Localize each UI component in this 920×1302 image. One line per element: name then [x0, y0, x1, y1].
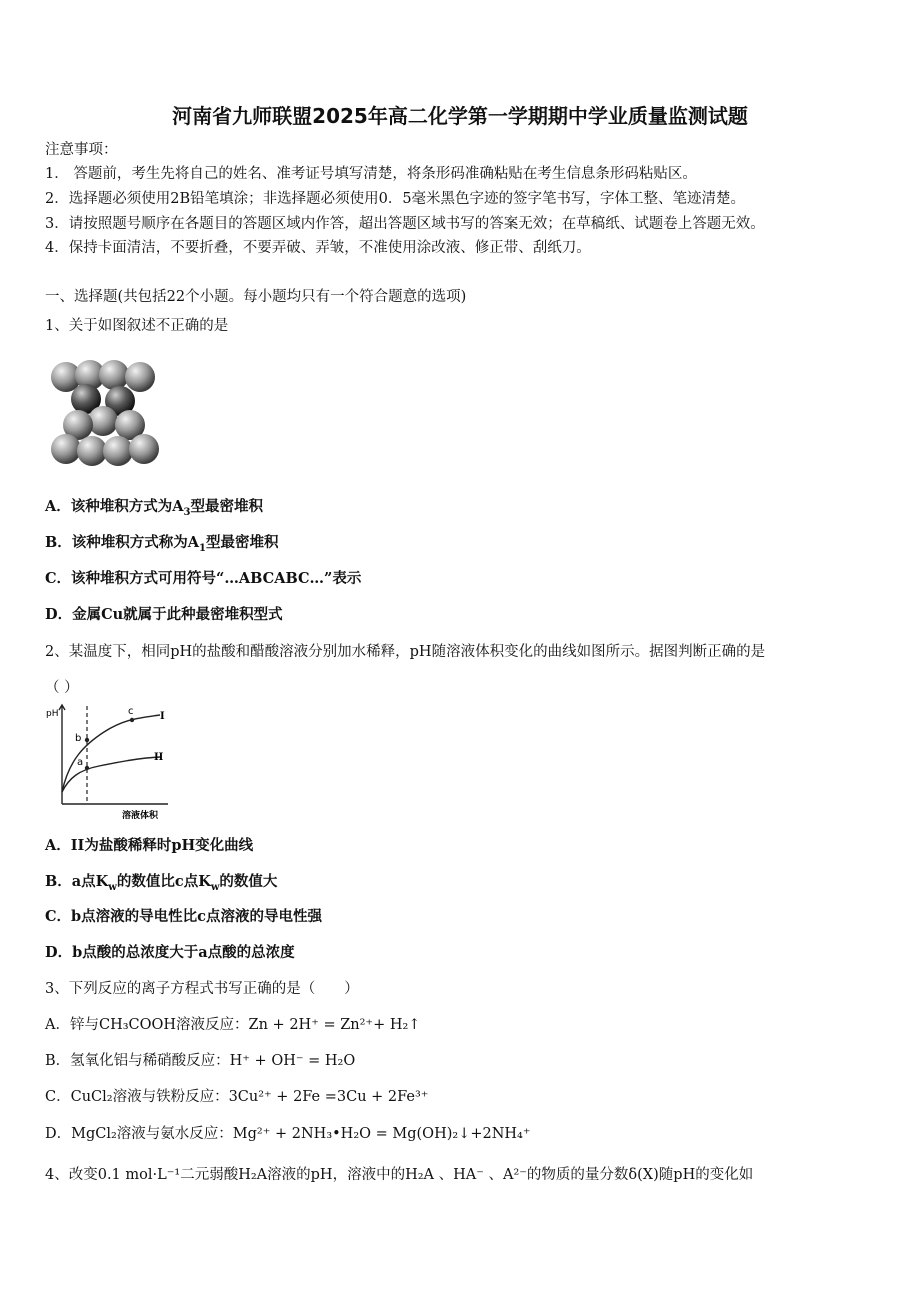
label-c: c: [128, 706, 134, 717]
x-label: 溶液体积: [122, 811, 159, 821]
question-3-option-b: B．氢氧化铝与稀硝酸反应：H⁺ + OH⁻ = H₂O: [45, 1053, 356, 1069]
top-layer-spheres: [51, 360, 155, 392]
sphere: [129, 434, 159, 464]
middle-layer-spheres: [63, 384, 145, 440]
question-3-stem: 3、下列反应的离子方程式书写正确的是（ ）: [45, 981, 359, 997]
question-2-paren: （ ）: [45, 680, 79, 696]
label-a: a: [77, 757, 84, 768]
note-item: 2．选择题必须使用2B铅笔填涂；非选择题必须使用0．5毫米黑色字迹的签字笔书写，字体工整、笔迹清楚。: [45, 191, 746, 207]
y-label: pH: [46, 709, 59, 719]
question-3-option-c: C．CuCl₂溶液与铁粉反应：3Cu²⁺ + 2Fe =3Cu + 2Fe³⁺: [45, 1089, 429, 1105]
note-item: 1． 答题前，考生先将自己的姓名、准考证号填写清楚，将条形码准确粘贴在考生信息条形码粘贴区。: [45, 166, 697, 182]
question-2-stem: 2、某温度下，相同pH的盐酸和醋酸溶液分别加水稀释，pH随溶液体积变化的曲线如图所示。据图判断正确的是: [45, 644, 766, 660]
point-a: [85, 766, 89, 770]
sphere: [88, 406, 118, 436]
page-title: 河南省九师联盟2025年高二化学第一学期期中学业质量监测试题: [172, 104, 748, 128]
question-1-option-d: D．金属Cu就属于此种最密堆积型式: [45, 606, 283, 623]
sphere: [77, 436, 107, 466]
question-2-option-c: C．b点溶液的导电性比c点溶液的导电性强: [45, 908, 323, 925]
question-3-option-a: A．锌与CH₃COOH溶液反应：Zn + 2H⁺ = Zn²⁺+ H₂↑: [45, 1017, 421, 1033]
sphere-packing-figure: [48, 355, 166, 470]
label-curve-I: I: [160, 711, 165, 722]
sphere: [51, 434, 81, 464]
point-b: [85, 738, 89, 742]
note-item: 3．请按照题号顺序在各题目的答题区域内作答，超出答题区域书写的答案无效；在草稿纸、试题卷上答题无效。: [45, 216, 765, 232]
question-4-stem: 4、改变0.1 mol·L⁻¹二元弱酸H₂A溶液的pH，溶液中的H₂A 、HA⁻ 、A²⁻的物质的量分数δ(X)随pH的变化如: [45, 1167, 754, 1183]
notes-heading: 注意事项：: [45, 142, 118, 158]
question-2-option-d: D．b点酸的总浓度大于a点酸的总浓度: [45, 944, 295, 961]
label-curve-II: II: [154, 752, 164, 763]
question-3-option-d: D．MgCl₂溶液与氨水反应：Mg²⁺ + 2NH₃•H₂O = Mg(OH)₂↓+2NH₄⁺: [45, 1126, 531, 1142]
bottom-layer-spheres: [51, 434, 159, 466]
question-2-option-b: B．a点$K_w$的数值比c点$K_w$的数值大: [45, 873, 278, 893]
section-heading: 一、选择题(共包括22个小题。每小题均只有一个符合题意的选项): [45, 289, 467, 305]
sphere: [103, 436, 133, 466]
sphere: [125, 362, 155, 392]
question-1-option-b: B．该种堆积方式称为$A_1$型最密堆积: [45, 534, 279, 554]
sphere: [99, 360, 129, 390]
label-b: b: [75, 733, 82, 744]
question-1-option-c: C．该种堆积方式可用符号“…ABCABC…”表示: [45, 570, 362, 587]
question-1-stem: 1、关于如图叙述不正确的是: [45, 318, 229, 334]
ph-dilution-chart: [44, 700, 174, 822]
question-1-option-a: A．该种堆积方式为$A_3$型最密堆积: [45, 498, 263, 518]
question-2-option-a: A．II为盐酸稀释时pH变化曲线: [45, 837, 254, 854]
note-item: 4．保持卡面清洁，不要折叠，不要弄破、弄皱，不准使用涂改液、修正带、刮纸刀。: [45, 240, 591, 256]
point-c: [130, 718, 134, 722]
curve-I: [62, 715, 160, 792]
